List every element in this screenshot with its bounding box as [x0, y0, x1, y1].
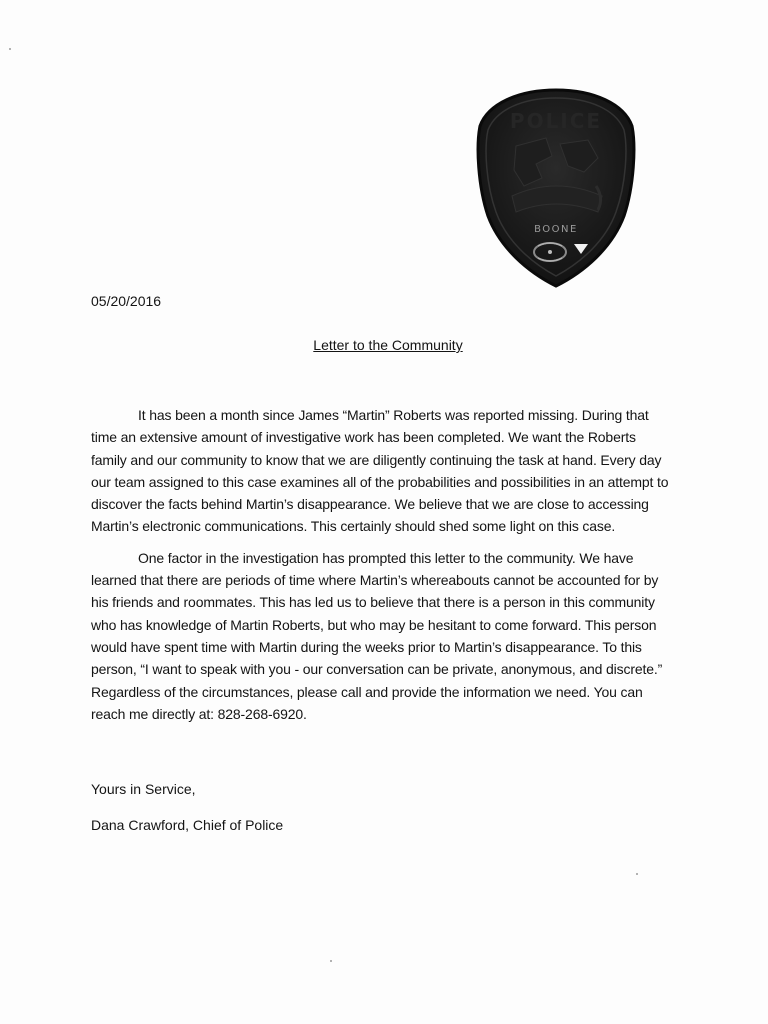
letter-closing: Yours in Service,: [91, 781, 196, 797]
letter-signature: Dana Crawford, Chief of Police: [91, 817, 284, 833]
letter-title-text: Letter to the Community: [313, 337, 463, 353]
police-badge-icon: [476, 86, 636, 290]
scan-speck: [636, 873, 638, 875]
badge-town-text: BOONE: [534, 224, 578, 235]
badge-top-text: POLICE: [509, 109, 603, 133]
scan-speck: [9, 48, 11, 50]
body-paragraph: One factor in the investigation has prompted this letter to the community. We have learned that there are periods of time where Martin’s whereabouts cannot be accounted for by his friends and roommates. This has led us to believe that there is a person in this community who has knowledge of Martin Roberts, but who may be hesitant to come forward. This person would have spent time with Martin during the weeks prior to Martin’s disappearance. To this person, “I want to speak with you - our conversation can be private, anonymous, and discrete.” Regardless of the circumstances, please call and provide the information we need. You can reach me directly at: 828-268-6920.: [91, 549, 663, 722]
scan-speck: [330, 960, 332, 962]
letter-date: 05/20/2016: [91, 293, 162, 309]
letter-title: [0, 336, 768, 354]
body-paragraph: It has been a month since James “Martin” Roberts was reported missing. During that time an extensive amount of investigative work has been completed. We want the Roberts family and our community to know that we are diligently continuing the task at hand. Every day our team assigned to this case examines all of the probabilities and possibilities in an attempt to discover the facts behind Martin’s disappearance. We believe that we are close to accessing Martin’s electronic communications. This certainly should shed some light on this case.: [91, 407, 669, 535]
letter-body: [91, 404, 671, 734]
